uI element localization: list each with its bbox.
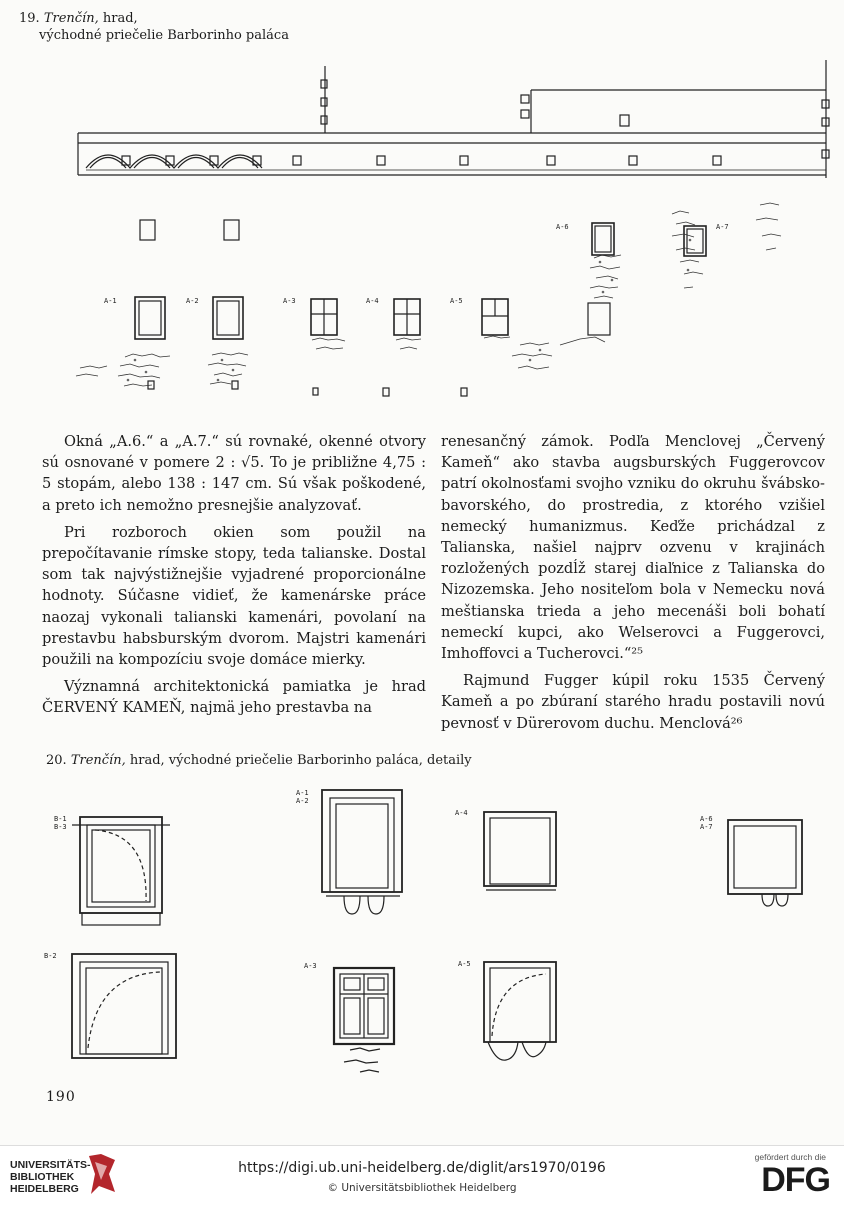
figure-19-place: Trenčín, (43, 11, 99, 26)
text-column-left (42, 431, 426, 719)
window-details-drawing (0, 770, 844, 1080)
label-a2: A-2 (186, 297, 199, 305)
figure-19-number: 19. (19, 11, 40, 26)
figure-20-number: 20. (46, 753, 67, 768)
label-b3: B-3 (54, 823, 67, 831)
figure-20-place: Trenčín, (70, 753, 126, 768)
library-name-line1: UNIVERSITÄTS- (10, 1159, 91, 1171)
label-a6-detail: A-6 (700, 815, 713, 823)
figure-20-caption (46, 753, 472, 768)
paragraph: renesančný zámok. Podľa Menclovej „Červený Kameň“ ako stavba augsburských Fuggerovcov patrí okolnosťami svojho vzniku do okruhu švábsko-bavorského, do prostredia, z ktorého vzišiel nemecký humanizmus. Keďže prichádzal z Talianska, našiel najprv ozvenu v krajinách rozložených pozdĺž starej diaľnice z Talianska do Nizozemska. Jeho nositeľom bola v Nemecku nová meštianska trieda a jeho mecenáši boli bohatí nemeckí kupci, ako Welserovci a Fuggerovci, Imhoffovci a Tucherovci.“²⁵ (441, 433, 825, 663)
label-a1: A-1 (104, 297, 117, 305)
permalink-url[interactable]: https://digi.ub.uni-heidelberg.de/diglit/ars1970/0196 (238, 1160, 606, 1176)
viewer-footer (0, 1145, 844, 1208)
figure-20-caption-rest: hrad, východné priečelie Barborinho paláca, detaily (125, 753, 472, 768)
label-a5-detail: A-5 (458, 960, 471, 968)
funding-note: gefördert durch die (754, 1152, 826, 1162)
label-a6: A-6 (556, 223, 569, 231)
figure-19-caption-rest: hrad, (98, 11, 138, 26)
label-a3-detail: A-3 (304, 962, 317, 970)
page-number: 190 (46, 1089, 76, 1105)
label-a7-detail: A-7 (700, 823, 713, 831)
facade-window-labels (104, 223, 729, 305)
label-b2: B-2 (44, 952, 57, 960)
dfg-logo[interactable]: DFG (761, 1161, 830, 1199)
label-a5: A-5 (450, 297, 463, 305)
paragraph: Okná „A.6.“ a „A.7.“ sú rovnaké, okenné otvory sú osnované v pomere 2 : √5. To je približne 4,75 : 5 stopám, alebo 138 : 147 cm. Sú však poškodené, a preto ich nemožno presnejšie analyzovať. (42, 433, 426, 514)
label-b1: B-1 (54, 815, 67, 823)
text-column-right (441, 431, 825, 734)
paragraph: Významná architektonická pamiatka je hrad ČERVENÝ KAMEŇ, najmä jeho prestavba na (42, 678, 426, 717)
library-name-line3: HEIDELBERG (10, 1183, 79, 1195)
facade-drawing (0, 0, 844, 420)
library-name-line2: BIBLIOTHEK (10, 1171, 75, 1183)
paragraph: Pri rozboroch okien som použil na prepočítavanie rímske stopy, teda talianske. Dostal som tak najvýstižnejšie vyjadrené proporcionálne hodnoty. Súčasne vidieť, že kamenárske práce naozaj vykonali talianski kamenári, povolaní na prestavbu habsburským dvorom. Majstri kamenári použili na kompozíciu svoje domáce mierky. (42, 523, 426, 669)
label-a1-detail: A-1 (296, 789, 309, 797)
figure-19-caption-line2: východné priečelie Barborinho paláca (39, 28, 289, 43)
label-a2-detail: A-2 (296, 797, 309, 805)
paragraph: Rajmund Fugger kúpil roku 1535 Červený Kameň a po zbúraní starého hradu postavili novú pevnosť v Dürerovom duchu. Menclová²⁶ (441, 672, 825, 732)
label-a7: A-7 (716, 223, 729, 231)
label-a4-detail: A-4 (455, 809, 468, 817)
label-a3: A-3 (283, 297, 296, 305)
copyright-notice: © Universitätsbibliothek Heidelberg (327, 1182, 517, 1194)
label-a4: A-4 (366, 297, 379, 305)
